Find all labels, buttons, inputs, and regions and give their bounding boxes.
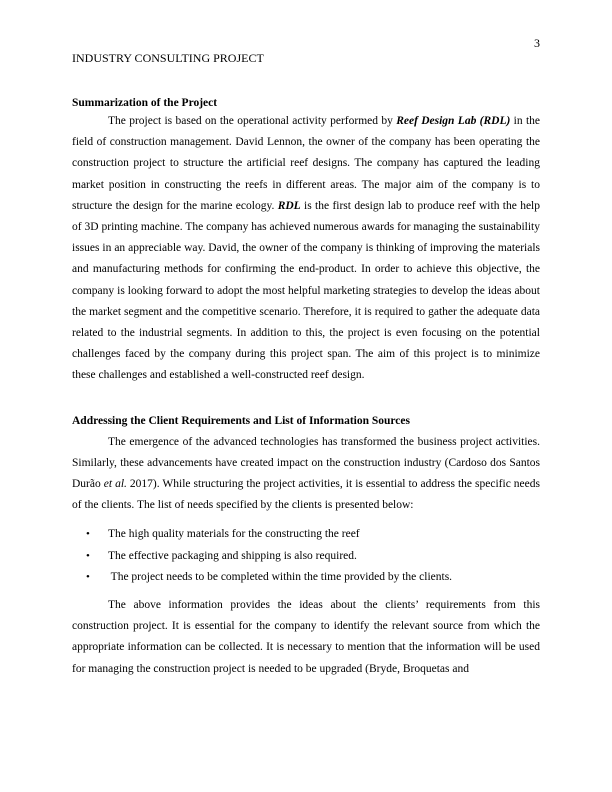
- section-summarization: [72, 95, 540, 387]
- citation-etal: et al.: [103, 478, 127, 491]
- list-item-text: The project needs to be completed within the time provided by the clients.: [108, 571, 453, 584]
- bullet-icon: •: [86, 549, 90, 562]
- list-item: [72, 567, 540, 589]
- section-heading: Summarization of the Project: [72, 97, 218, 109]
- list-item: [72, 546, 540, 568]
- paragraph: [72, 111, 540, 387]
- document-body: [72, 88, 540, 680]
- bullet-icon: •: [86, 528, 90, 541]
- section-heading: Addressing the Client Requirements and List of Information Sources: [72, 414, 410, 427]
- text-run: The emergence of the advanced technologies has transformed the business project activities. Similarly, these advancements have created impact on the construction industry (Cardoso dos Santos Durão: [72, 435, 540, 491]
- company-name: Reef Design Lab (RDL): [396, 115, 511, 127]
- text-run: in the field of construction management. David Lennon, the owner of the company has been operating the construction project to structure the artificial reef designs. The company has captured the leading market position in constructing the reefs in different areas. The major aim of the company is to structure the design for the marine ecology.: [72, 115, 540, 212]
- bullet-icon: •: [86, 571, 90, 584]
- client-needs-list: [72, 524, 540, 589]
- text-run: is the first design lab to produce reef with the help of 3D printing machine. The company has achieved numerous awards for managing the sustainability issues in an appreciable way. David, the owner of the company is thinking of improving the materials and manufacturing methods for confirming the end-product. In order to achieve this objective, the company is looking forward to adopt the most helpful marketing strategies to develop the ideas about the market segment and the competitive scenario. Therefore, it is required to gather the adequate data related to the industrial segments. In addition to this, the project is even focusing on the potential challenges faced by the company during this project span. The aim of this project is to minimize these challenges and established a well-constructed reef design.: [72, 199, 540, 382]
- list-item-text: The high quality materials for the constructing the reef: [108, 528, 360, 541]
- text-run: The project is based on the operational activity performed by: [108, 115, 397, 127]
- list-item-text: The effective packaging and shipping is also required.: [108, 549, 357, 562]
- text-run: 2017). While structuring the project activities, it is essential to address the specific needs of the clients. The list of needs specified by the clients is presented below:: [72, 478, 540, 512]
- section-client-requirements: [72, 413, 540, 680]
- page-number: 3: [534, 36, 540, 50]
- list-item: [72, 524, 540, 546]
- company-abbreviation: RDL: [277, 199, 301, 212]
- paragraph: [72, 432, 540, 517]
- running-head: INDUSTRY CONSULTING PROJECT: [72, 51, 264, 65]
- paragraph: The above information provides the ideas about the clients’ requirements from this construction project. It is essential for the company to identify the relevant source from which the appropriate information can be collected. It is necessary to mention that the information will be used for managing the construction project is needed to be upgraded (Bryde, Broquetas and: [72, 598, 540, 675]
